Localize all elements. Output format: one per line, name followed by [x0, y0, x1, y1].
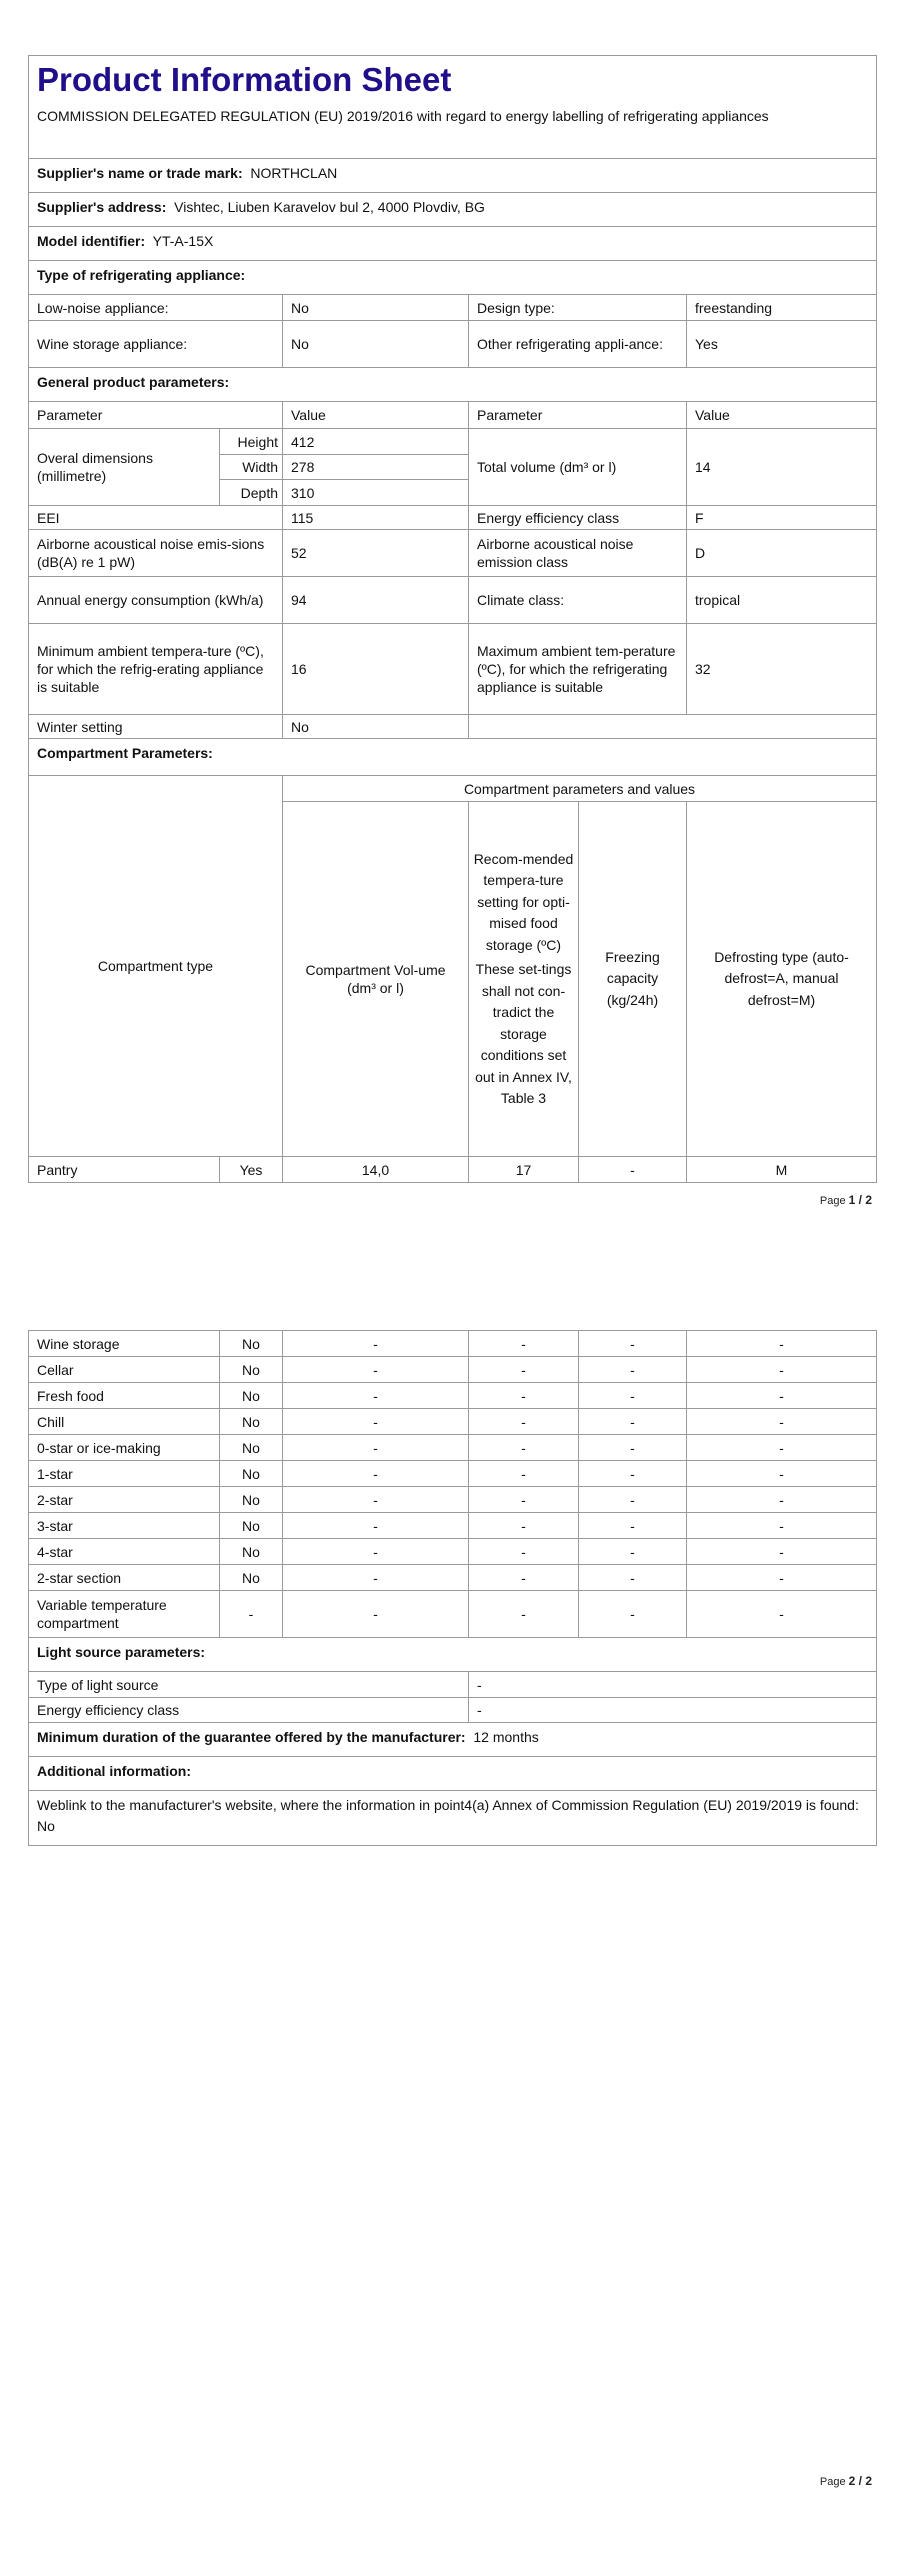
min-ambient-label: Minimum ambient tempera-ture (ºC), for which the refrig-erating appliance is suitable: [29, 624, 283, 715]
supplier-name-value: NORTHCLAN: [250, 165, 338, 181]
compartment-defrost: -: [687, 1565, 877, 1591]
compartment-defrost: -: [687, 1331, 877, 1357]
compartment-volume: -: [283, 1565, 469, 1591]
noise-class-label: Airborne acoustical noise emission class: [469, 530, 687, 577]
compartment-present: No: [220, 1565, 283, 1591]
table-row: [29, 1513, 877, 1539]
recommended-temp-note: These set-tings shall not con-tradict the storage conditions set out in Annex IV, Table 3: [475, 961, 572, 1106]
page-count: 2 / 2: [848, 2474, 872, 2488]
climate-class-value: tropical: [687, 577, 877, 624]
compartment-volume: -: [283, 1435, 469, 1461]
compartment-temp: -: [469, 1487, 579, 1513]
noise-class-value: D: [687, 530, 877, 577]
compartment-defrost: -: [687, 1461, 877, 1487]
compartment-temp: -: [469, 1565, 579, 1591]
compartment-type: 4-star: [29, 1539, 220, 1565]
model-identifier-label: Model identifier:: [37, 233, 146, 249]
col-compartment-volume: Compartment Vol-ume (dm³ or l): [283, 802, 469, 1157]
winter-setting-label: Winter setting: [29, 715, 283, 739]
depth-value: 310: [283, 480, 469, 506]
compartment-freezing: -: [579, 1357, 687, 1383]
compartment-type: 0-star or ice-making: [29, 1435, 220, 1461]
compartment-temp: -: [469, 1513, 579, 1539]
col-header-parameter: Parameter: [29, 402, 283, 429]
wine-storage-value: No: [283, 321, 469, 368]
col-header-parameter-2: Parameter: [469, 402, 687, 429]
other-appliance-label: Other refrigerating appli-ance:: [469, 321, 687, 368]
page-label: Page: [819, 1195, 846, 1207]
compartment-volume: -: [283, 1487, 469, 1513]
general-params-heading: General product parameters:: [29, 368, 877, 402]
compartment-type: Wine storage: [29, 1331, 220, 1357]
weblink-value: No: [37, 1818, 55, 1834]
compartment-defrost: -: [687, 1513, 877, 1539]
compartment-volume: -: [283, 1331, 469, 1357]
compartment-volume: -: [283, 1539, 469, 1565]
design-type-value: freestanding: [687, 295, 877, 321]
col-recommended-temp: [469, 802, 579, 1157]
compartment-present: No: [220, 1513, 283, 1539]
annual-energy-value: 94: [283, 577, 469, 624]
compartment-params-heading: Compartment Parameters:: [29, 739, 877, 776]
compartment-present: No: [220, 1487, 283, 1513]
table-row: [29, 1487, 877, 1513]
compartment-temp: -: [469, 1409, 579, 1435]
compartment-freezing: -: [579, 1331, 687, 1357]
compartment-defrost: M: [687, 1157, 877, 1183]
guarantee-label: Minimum duration of the guarantee offered by the manufacturer:: [37, 1729, 466, 1745]
width-value: 278: [283, 455, 469, 480]
compartment-temp: 17: [469, 1157, 579, 1183]
max-ambient-label: Maximum ambient tem-perature (ºC), for which the refrigerating appliance is suitable: [469, 624, 687, 715]
empty-cell: [469, 715, 877, 739]
compartment-type: 1-star: [29, 1461, 220, 1487]
compartment-volume: -: [283, 1461, 469, 1487]
compartment-volume: -: [283, 1591, 469, 1638]
winter-setting-value: No: [283, 715, 469, 739]
compartment-present: No: [220, 1539, 283, 1565]
compartment-present: No: [220, 1409, 283, 1435]
table-row: [29, 1157, 877, 1183]
compartment-type: 3-star: [29, 1513, 220, 1539]
low-noise-value: No: [283, 295, 469, 321]
model-identifier-value: YT-A-15X: [152, 233, 214, 249]
design-type-label: Design type:: [469, 295, 687, 321]
col-compartment-type: Compartment type: [29, 776, 283, 1157]
guarantee-row: [29, 1723, 877, 1757]
noise-emissions-label: Airborne acoustical noise emis-sions (dB(A) re 1 pW): [29, 530, 283, 577]
compartment-freezing: -: [579, 1487, 687, 1513]
eei-value: 115: [283, 506, 469, 530]
table-row: [29, 1331, 877, 1357]
compartment-volume: -: [283, 1383, 469, 1409]
compartment-volume: -: [283, 1513, 469, 1539]
table-row: [29, 1461, 877, 1487]
width-label: Width: [220, 455, 283, 480]
guarantee-value: 12 months: [473, 1729, 539, 1745]
light-class-label: Energy efficiency class: [29, 1698, 469, 1723]
compartment-present: No: [220, 1461, 283, 1487]
col-freezing-capacity: Freezing capacity (kg/24h): [579, 802, 687, 1157]
page-2: [0, 1280, 904, 2560]
page-label: Page: [819, 2476, 846, 2488]
compartment-present: No: [220, 1331, 283, 1357]
energy-class-value: F: [687, 506, 877, 530]
supplier-name-row: [29, 159, 877, 193]
supplier-address-label: Supplier's address:: [37, 199, 167, 215]
table-row: [29, 1357, 877, 1383]
other-appliance-value: Yes: [687, 321, 877, 368]
page-number-1: [820, 1193, 872, 1207]
compartment-defrost: -: [687, 1409, 877, 1435]
light-type-value: -: [469, 1672, 877, 1698]
compartment-defrost: -: [687, 1357, 877, 1383]
table-row: [29, 1383, 877, 1409]
weblink-text: Weblink to the manufacturer's website, where the information in point4(a) Annex of Commission Regulation (EU) 2019/2019 is found:: [37, 1797, 859, 1813]
page-count: 1 / 2: [848, 1193, 872, 1207]
compartment-temp: -: [469, 1591, 579, 1638]
compartment-volume: -: [283, 1409, 469, 1435]
header-cell: [29, 56, 877, 159]
compartment-present: No: [220, 1357, 283, 1383]
compartment-freezing: -: [579, 1565, 687, 1591]
weblink-row: [29, 1791, 877, 1846]
table-row: [29, 1565, 877, 1591]
annual-energy-label: Annual energy consumption (kWh/a): [29, 577, 283, 624]
compartment-freezing: -: [579, 1591, 687, 1638]
max-ambient-value: 32: [687, 624, 877, 715]
col-header-value: Value: [283, 402, 469, 429]
compartment-type: Fresh food: [29, 1383, 220, 1409]
compartment-present: Yes: [220, 1157, 283, 1183]
light-class-value: -: [469, 1698, 877, 1723]
compartment-volume: 14,0: [283, 1157, 469, 1183]
product-info-table-page2: [28, 1330, 877, 1846]
compartment-freezing: -: [579, 1513, 687, 1539]
additional-info-heading: Additional information:: [29, 1757, 877, 1791]
compartment-type: 2-star section: [29, 1565, 220, 1591]
low-noise-label: Low-noise appliance:: [29, 295, 283, 321]
noise-emissions-value: 52: [283, 530, 469, 577]
compartment-present: No: [220, 1383, 283, 1409]
table-row: [29, 1591, 877, 1638]
height-label: Height: [220, 429, 283, 455]
compartment-type: Cellar: [29, 1357, 220, 1383]
compartment-freezing: -: [579, 1157, 687, 1183]
compartment-type: 2-star: [29, 1487, 220, 1513]
compartment-type: Variable temperature compartment: [29, 1591, 220, 1638]
compartment-temp: -: [469, 1331, 579, 1357]
dimensions-label: Overal dimensions (millimetre): [29, 429, 220, 506]
col-header-value-2: Value: [687, 402, 877, 429]
table-row: [29, 1539, 877, 1565]
compartment-temp: -: [469, 1383, 579, 1409]
supplier-address-row: [29, 193, 877, 227]
compartment-present: No: [220, 1435, 283, 1461]
compartment-freezing: -: [579, 1539, 687, 1565]
total-volume-value: 14: [687, 429, 877, 506]
compartment-freezing: -: [579, 1383, 687, 1409]
compartment-defrost: -: [687, 1383, 877, 1409]
compartment-temp: -: [469, 1539, 579, 1565]
col-defrosting-type: Defrosting type (auto-defrost=A, manual defrost=M): [687, 802, 877, 1157]
table-row: [29, 1409, 877, 1435]
product-info-table-page1: [28, 55, 877, 1183]
wine-storage-label: Wine storage appliance:: [29, 321, 283, 368]
compartment-defrost: -: [687, 1539, 877, 1565]
climate-class-label: Climate class:: [469, 577, 687, 624]
compartment-defrost: -: [687, 1591, 877, 1638]
energy-class-label: Energy efficiency class: [469, 506, 687, 530]
col-compartment-group: Compartment parameters and values: [283, 776, 877, 802]
recommended-temp-text: Recom-mended tempera-ture setting for opti-mised food storage (ºC): [473, 850, 574, 953]
compartment-type: Pantry: [29, 1157, 220, 1183]
total-volume-label: Total volume (dm³ or l): [469, 429, 687, 506]
light-type-label: Type of light source: [29, 1672, 469, 1698]
model-identifier-row: [29, 227, 877, 261]
light-source-heading: Light source parameters:: [29, 1638, 877, 1672]
appliance-type-heading: Type of refrigerating appliance:: [29, 261, 877, 295]
compartment-volume: -: [283, 1357, 469, 1383]
table-row: [29, 1435, 877, 1461]
compartment-present: -: [220, 1591, 283, 1638]
compartment-freezing: -: [579, 1461, 687, 1487]
page-number-2: [820, 2474, 872, 2488]
eei-label: EEI: [29, 506, 283, 530]
compartment-temp: -: [469, 1357, 579, 1383]
compartment-freezing: -: [579, 1409, 687, 1435]
compartment-freezing: -: [579, 1435, 687, 1461]
page-title: Product Information Sheet: [37, 61, 452, 98]
min-ambient-value: 16: [283, 624, 469, 715]
depth-label: Depth: [220, 480, 283, 506]
compartment-defrost: -: [687, 1435, 877, 1461]
compartment-defrost: -: [687, 1487, 877, 1513]
height-value: 412: [283, 429, 469, 455]
supplier-name-label: Supplier's name or trade mark:: [37, 165, 243, 181]
supplier-address-value: Vishtec, Liuben Karavelov bul 2, 4000 Plovdiv, BG: [174, 199, 485, 215]
regulation-subtitle: COMMISSION DELEGATED REGULATION (EU) 2019/2016 with regard to energy labelling of refrigerating appliances: [37, 108, 769, 124]
compartment-temp: -: [469, 1435, 579, 1461]
compartment-type: Chill: [29, 1409, 220, 1435]
compartment-temp: -: [469, 1461, 579, 1487]
